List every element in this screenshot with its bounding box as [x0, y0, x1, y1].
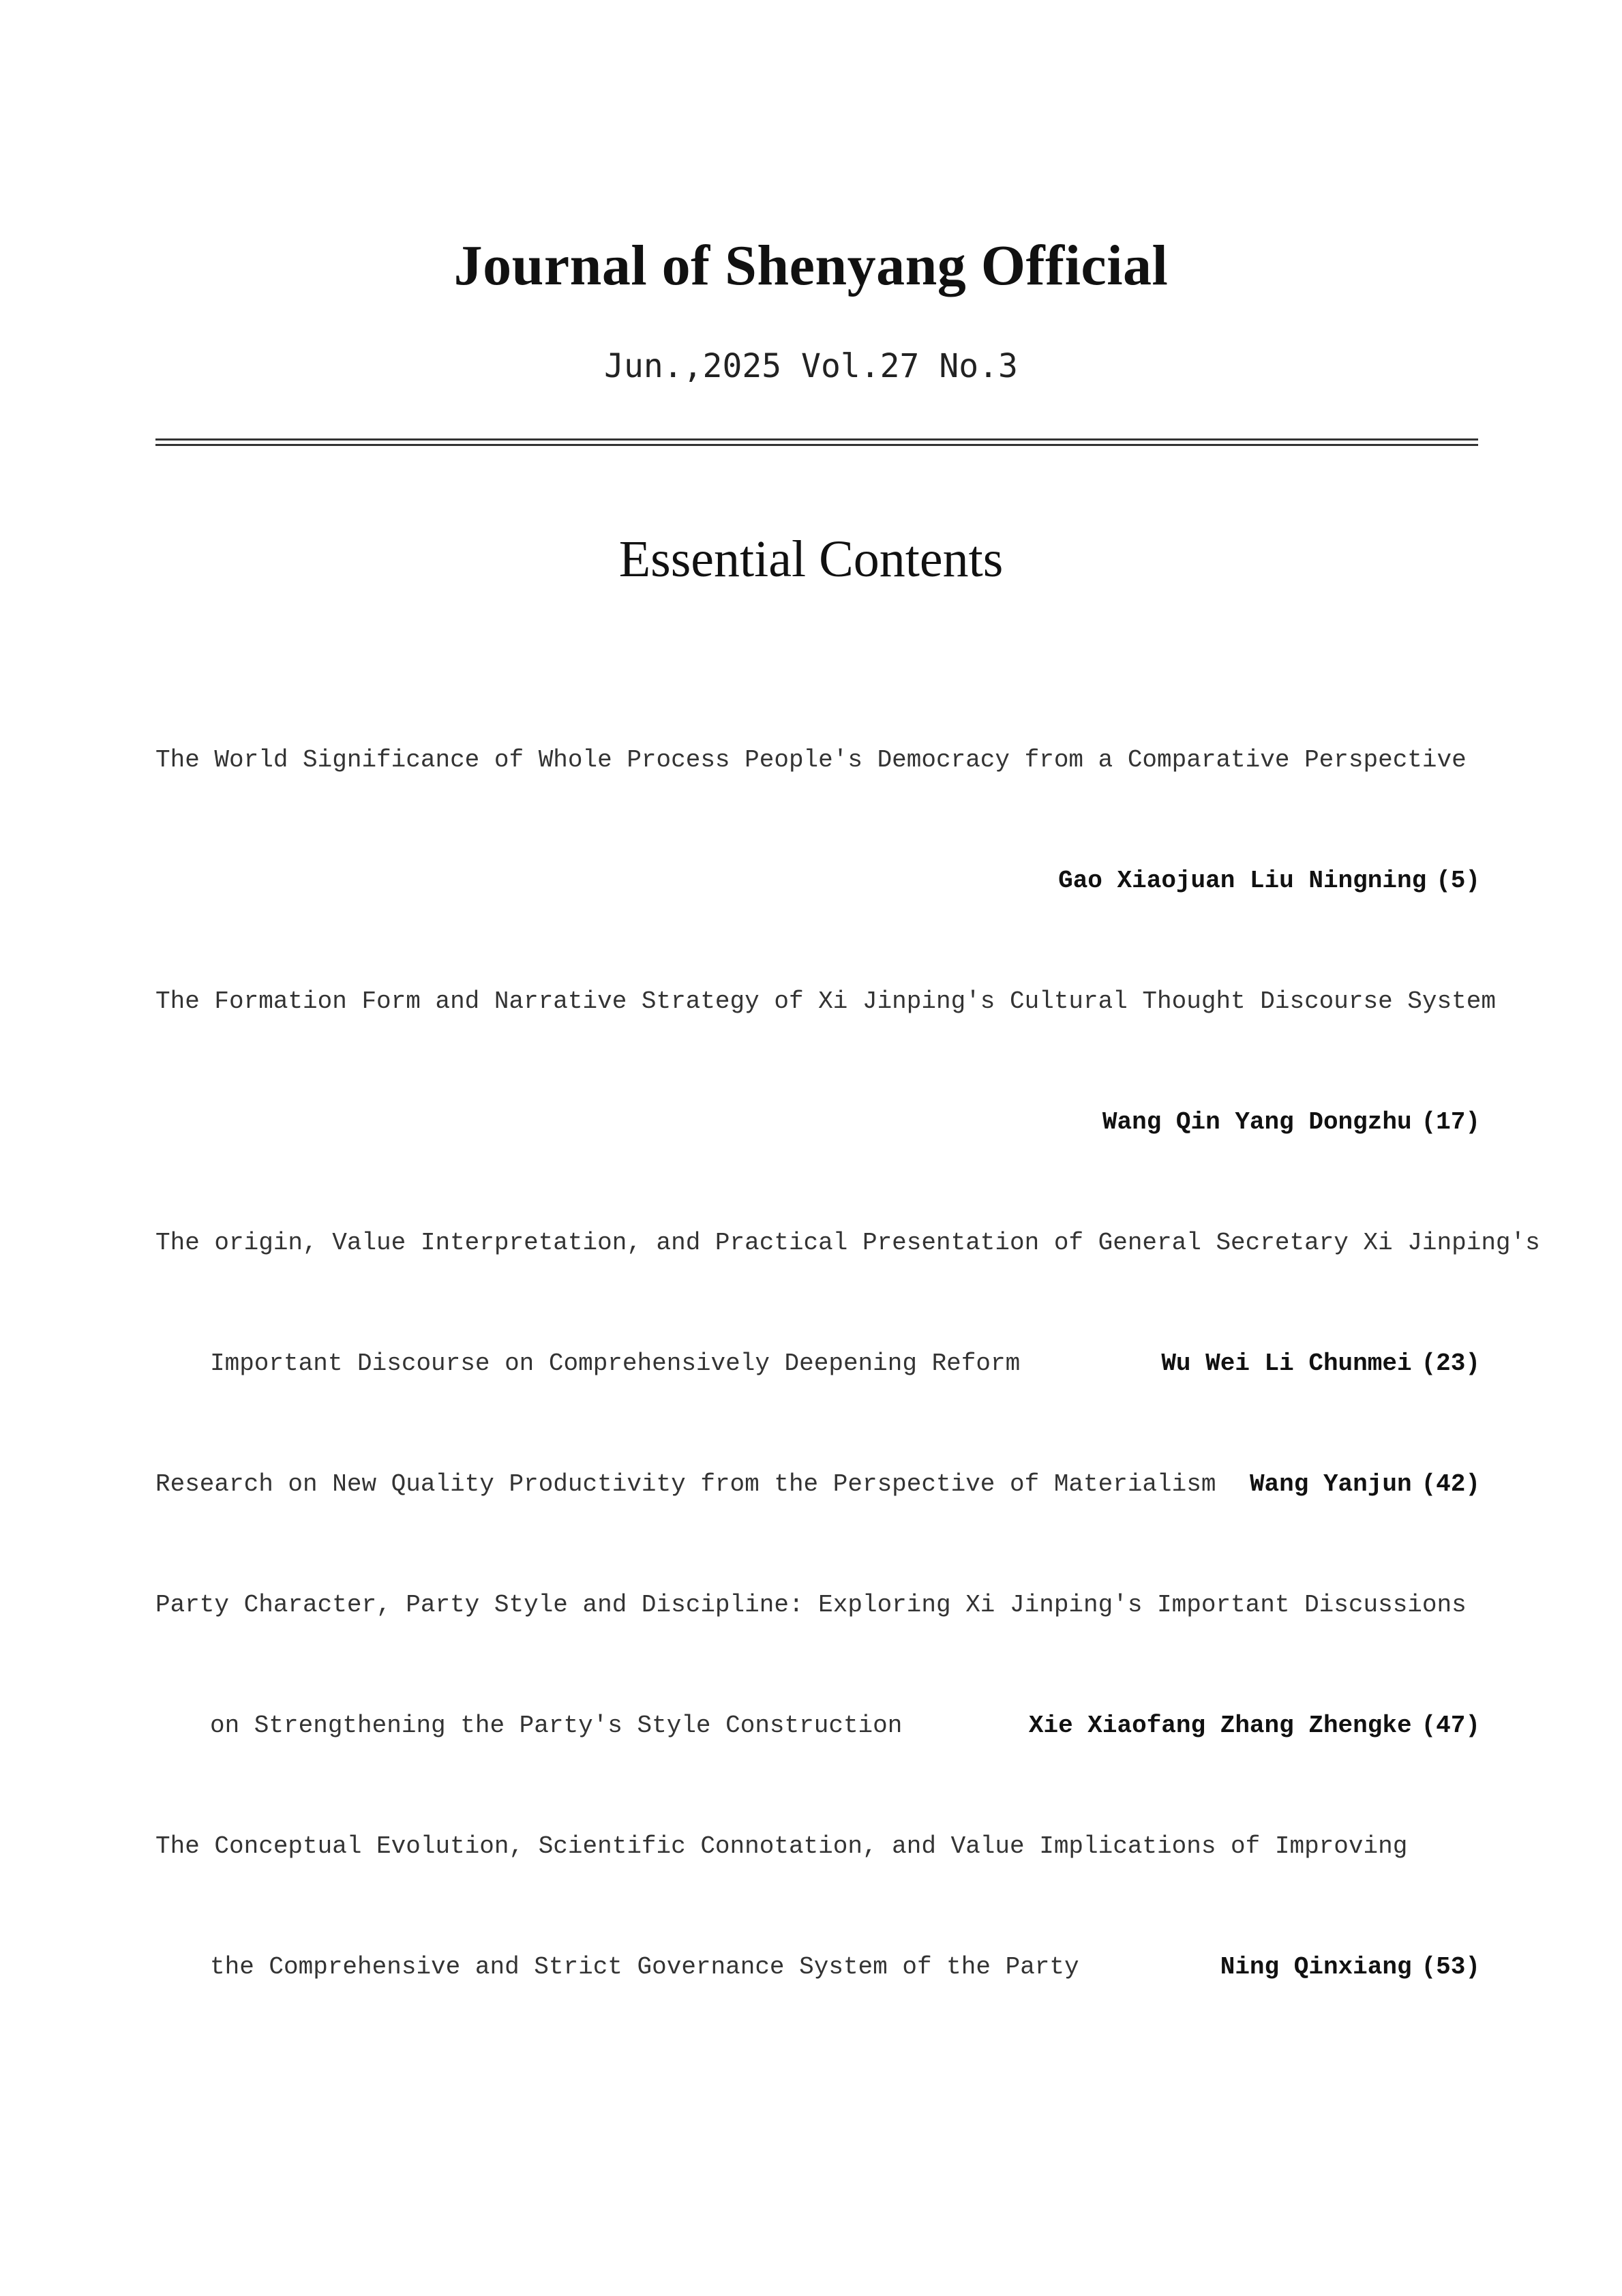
toc-entry-title-continuation: Important Discourse on Comprehensively Deepening Reform: [210, 1350, 1021, 1377]
section-heading: Essential Contents: [618, 531, 1004, 588]
toc-entry-authors: Ning Qinxiang: [1220, 1953, 1412, 1981]
toc-entry-page: (17): [1421, 1108, 1480, 1136]
toc-entry-title-text: Party Character, Party Style and Discipline: Exploring Xi Jinping's Important Discussions: [155, 1591, 1467, 1619]
toc-entry-author-page: [1058, 861, 1480, 901]
toc-entry-title-continued[interactable]: [155, 1343, 1480, 1384]
toc-entry-title[interactable]: [155, 1585, 1480, 1626]
toc-entry-author-page: [1220, 1947, 1480, 1988]
toc-entry-title[interactable]: [155, 1464, 1480, 1505]
toc-entry-title-continuation: on Strengthening the Party's Style Construction: [210, 1712, 903, 1740]
toc-entry-page: (5): [1436, 867, 1480, 895]
toc-entry-page: (42): [1421, 1470, 1480, 1498]
toc-entry-title-text: Research on New Quality Productivity from the Perspective of Materialism: [155, 1470, 1216, 1498]
toc-entry-title[interactable]: [155, 1826, 1480, 1867]
toc-entry-author-page: [1029, 1705, 1480, 1746]
toc-entry-author-page: [1102, 1102, 1480, 1143]
toc-entry-title-continuation: the Comprehensive and Strict Governance System of the Party: [210, 1953, 1079, 1981]
toc-entry-page: (23): [1421, 1350, 1480, 1377]
toc-entry-title[interactable]: [155, 740, 1480, 781]
toc-entry-authors: Gao Xiaojuan Liu Ningning: [1058, 867, 1427, 895]
toc-entry-authors: Wang Yanjun: [1249, 1470, 1412, 1498]
toc-entry-authors: Xie Xiaofang Zhang Zhengke: [1028, 1712, 1412, 1740]
toc-entry-title-text: The Conceptual Evolution, Scientific Connotation, and Value Implications of Improving: [155, 1832, 1408, 1860]
toc-entry-author-page: [1161, 1343, 1480, 1384]
toc-entry-authors: Wang Qin Yang Dongzhu: [1102, 1108, 1412, 1136]
header-divider-top: [155, 438, 1478, 441]
toc-entry-authors: Wu Wei Li Chunmei: [1161, 1350, 1412, 1377]
toc-entry-title-continued[interactable]: [155, 1947, 1480, 1988]
toc-entry-byline: [155, 1102, 1480, 1143]
toc-entry-page: (47): [1421, 1712, 1480, 1740]
toc-entry-title-continued[interactable]: [155, 1705, 1480, 1746]
issue-info: Jun.,2025 Vol.27 No.3: [604, 347, 1018, 385]
toc-entry-title[interactable]: [155, 1223, 1540, 1264]
toc-entry-page: (53): [1421, 1953, 1480, 1981]
toc-entry-author-page: [1250, 1464, 1480, 1505]
journal-title: Journal of Shenyang Official: [453, 234, 1169, 297]
toc-entry-byline: [155, 861, 1480, 901]
toc-entry-title-text: The World Significance of Whole Process People's Democracy from a Comparative Perspective: [155, 746, 1467, 774]
toc-entry-title-text: The origin, Value Interpretation, and Practical Presentation of General Secretary Xi Jinping's: [155, 1229, 1540, 1257]
toc-entry-title-text: The Formation Form and Narrative Strategy of Xi Jinping's Cultural Thought Discourse System: [155, 987, 1496, 1015]
toc-entry-title[interactable]: [155, 981, 1496, 1022]
header-divider-bottom: [155, 444, 1478, 446]
